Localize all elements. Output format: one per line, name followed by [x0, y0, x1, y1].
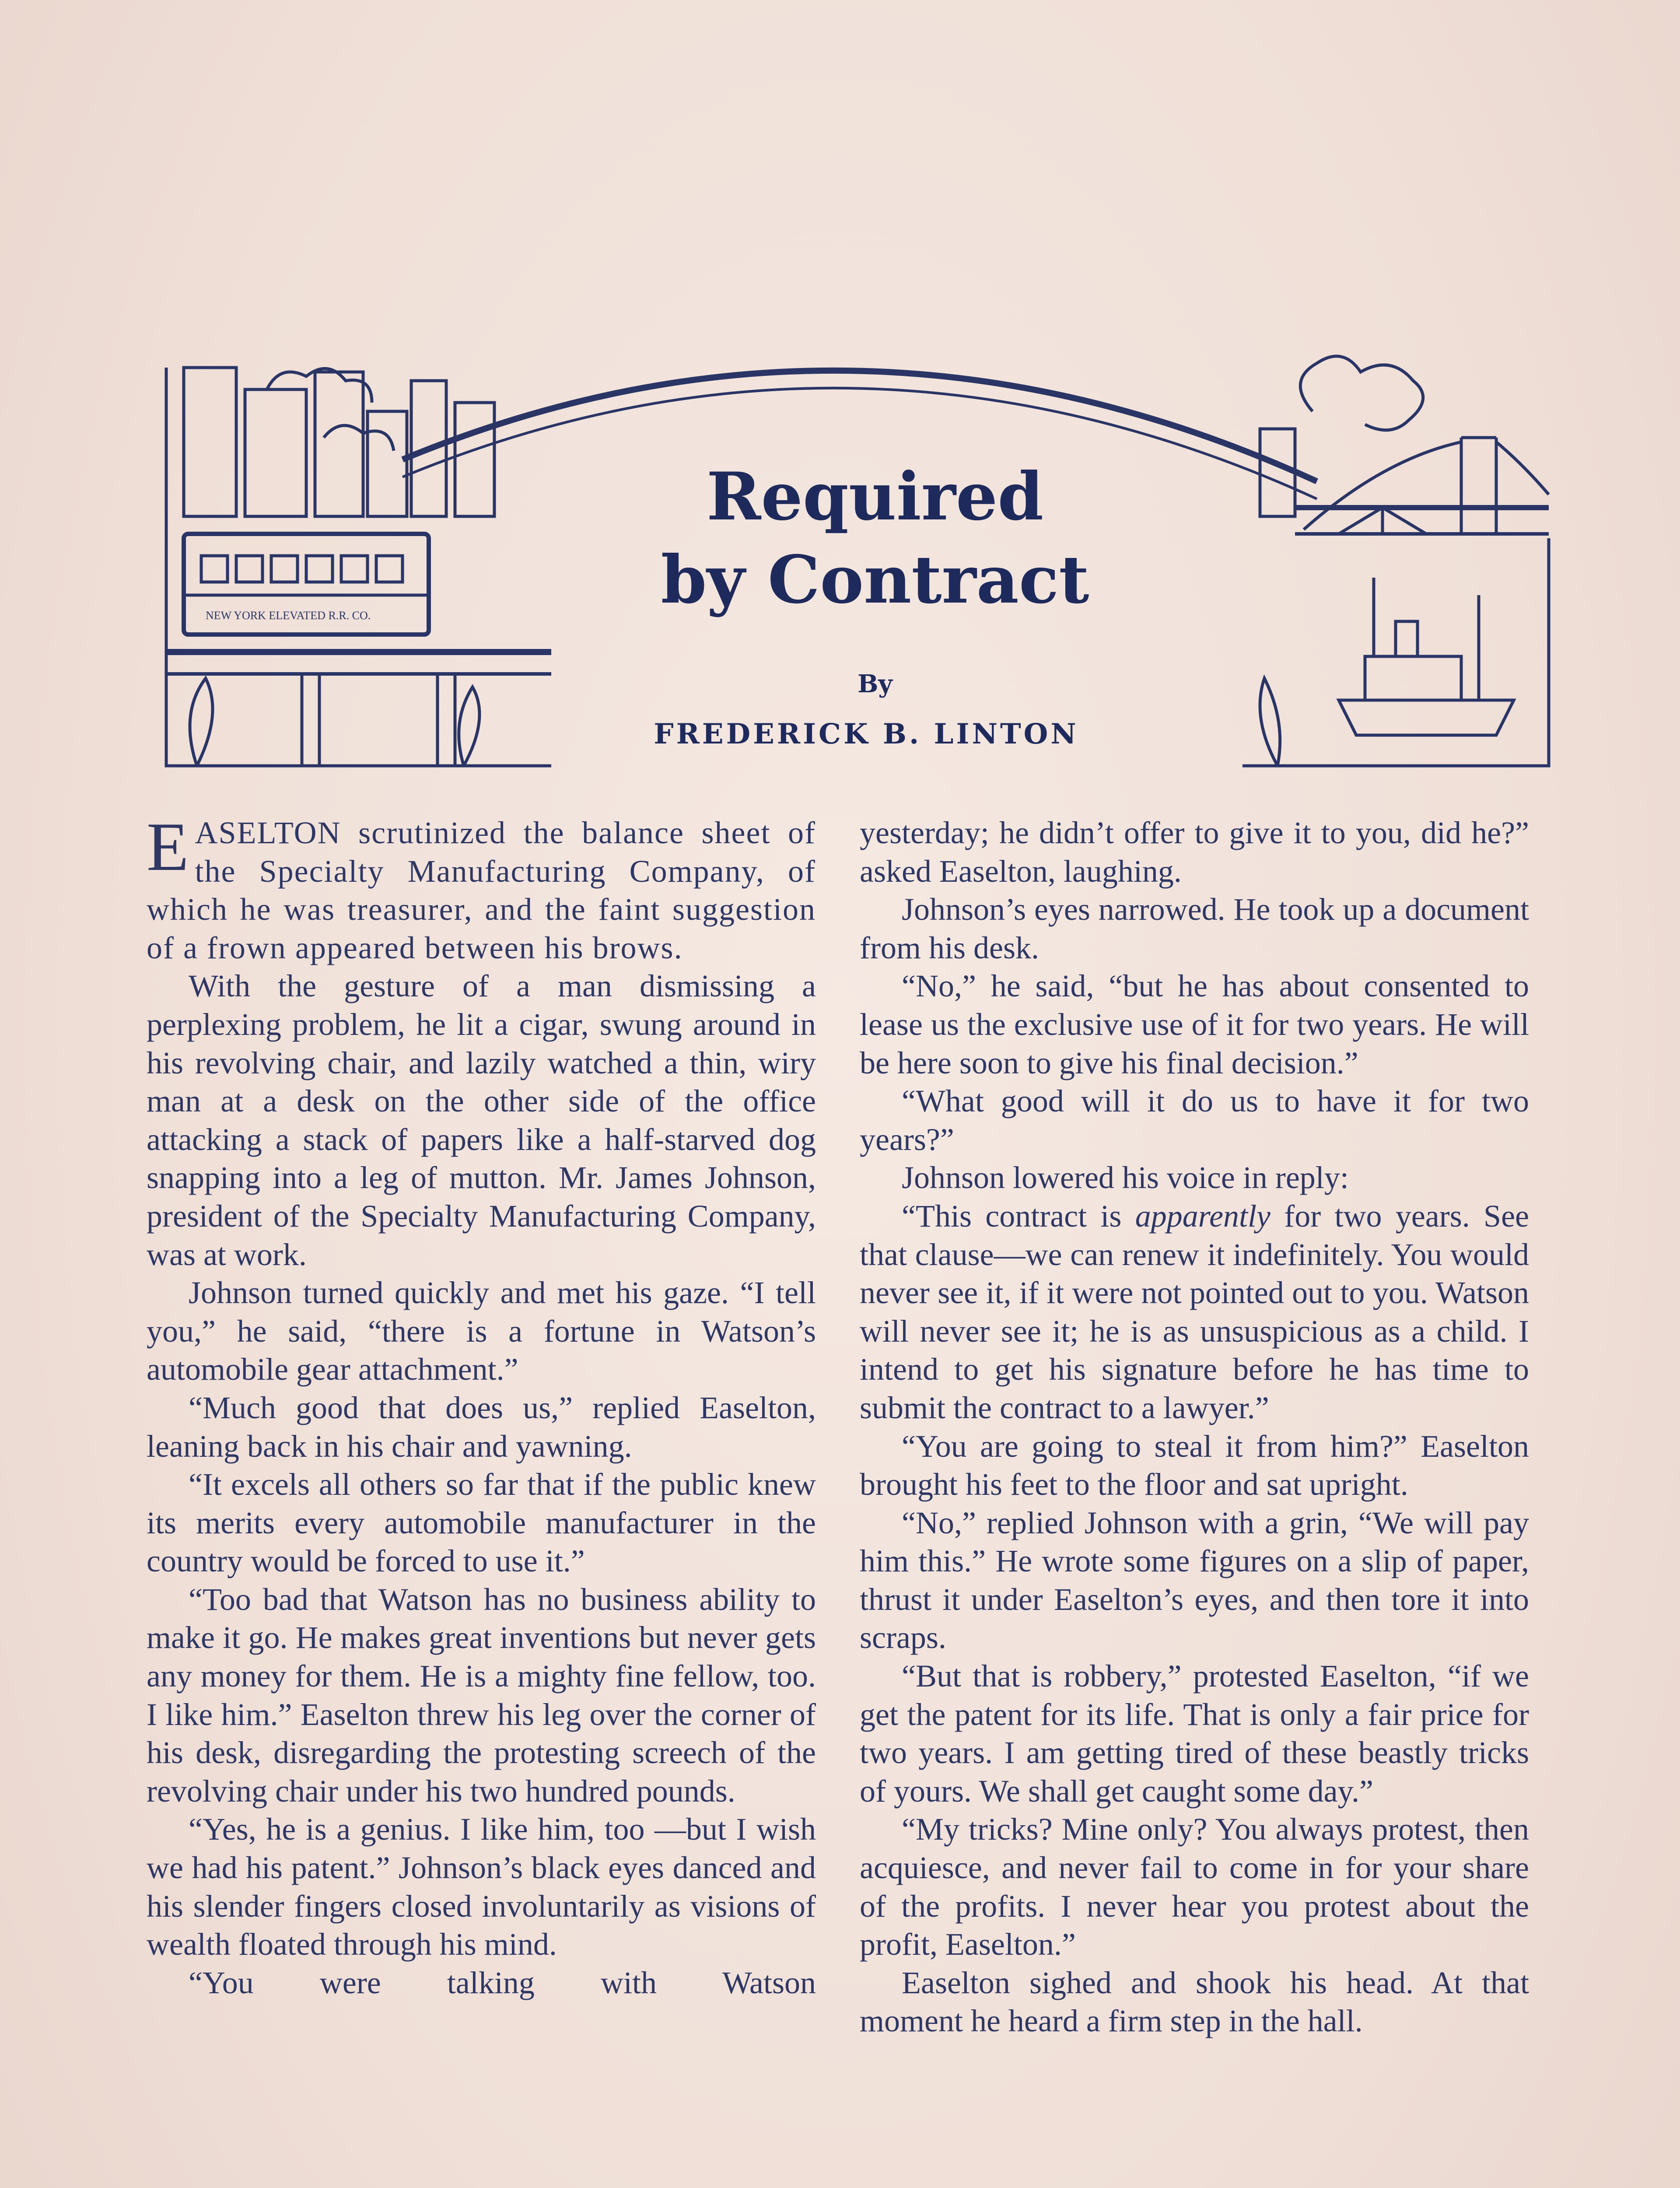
paragraph	[860, 1197, 1529, 1427]
paragraph: “You are going to steal it from him?” Easelton brought his feet to the floor and sat upright.	[860, 1428, 1529, 1502]
paragraph: “But that is robbery,” protested Easelton, “if we get the patent for its life. That is only a fair price for two years. I am getting tired of these beastly tricks of yours. We shall get caught some day.”	[860, 1659, 1529, 1809]
paragraph: “What good will it do us to have it for two years?”	[860, 1083, 1529, 1157]
paragraph: “You were talking with Watson	[189, 1965, 816, 2000]
paragraph	[147, 809, 816, 967]
byline-by: By	[858, 670, 892, 698]
paragraph: “No,” he said, “but he has about consented to lease us the exclusive use of it for two years. He will be here soon to give his final decision.”	[860, 968, 1529, 1080]
train-sign: NEW YORK ELEVATED R.R. CO.	[206, 609, 371, 622]
paragraph: Johnson turned quickly and met his gaze. “I tell you,” he said, “there is a fortune in Watson’s automobile gear attachment.”	[147, 1275, 816, 1387]
paragraph: Johnson’s eyes narrowed. He took up a document from his desk.	[860, 892, 1529, 965]
title-line-2: by Contract	[661, 541, 1089, 618]
title-line-1: Required	[706, 458, 1044, 535]
author-name: FREDERICK B. LINTON	[654, 718, 1079, 750]
paragraph: “Too bad that Watson has no business ability to make it go. He makes great inventions but never gets any money for them. He is a mighty fine fellow, too. I like him.” Easelton threw his leg over the corner of his desk, disregarding the protesting screech of the revolving chair under his two hundred pounds.	[147, 1581, 816, 1809]
paragraph: “It excels all others so far that if the public knew its merits every automobile manufacturer in the country would be forced to use it.”	[147, 1467, 816, 1579]
paragraph: Easelton sighed and shook his head. At that moment he heard a firm step in the hall.	[860, 1965, 1529, 2039]
paragraph: With the gesture of a man dismissing a perplexing problem, he lit a cigar, swung around in his revolving chair, and lazily watched a thin, wiry man at a desk on the other side of the office attacking a stack of papers like a half-starved dog snapping into a leg of mutton. Mr. James Johnson, president of the Specialty Manufacturing Company, was at work.	[147, 968, 816, 1272]
contract-text-before: “This contract is	[902, 1198, 1135, 1234]
paragraph-text: ASELTON scrutinized the balance sheet of the Specialty Manufacturing Company, of which he was treasurer, and the faint suggestion of a frown appeared between his brows.	[147, 815, 816, 965]
story-title	[569, 455, 1181, 621]
right-column	[860, 814, 1529, 2041]
paragraph: “My tricks? Mine only? You always protest, then acquiesce, and never fail to come in for your share of the profits. I never hear you protest about the profit, Easelton.”	[860, 1812, 1529, 1962]
left-column	[147, 809, 816, 2002]
contract-emphasis: apparently	[1135, 1198, 1270, 1234]
paragraph: “Yes, he is a genius. I like him, too —but I wish we had his patent.” Johnson’s black eyes danced and his slender fingers closed involuntarily as visions of wealth floated through his mind.	[147, 1812, 816, 1962]
contract-text-after: for two years. See that clause—we can renew it indefinitely. You would never see it, if it were not pointed out to you. Watson will never see it; he is as unsuspicious as a child. I intend to get his signature before he has time to submit the contract to a lawyer.”	[860, 1198, 1529, 1425]
paragraph: yesterday; he didn’t offer to give it to you, did he?” asked Easelton, laughing.	[860, 815, 1529, 889]
paragraph: Johnson lowered his voice in reply:	[902, 1160, 1349, 1196]
paragraph: “No,” replied Johnson with a grin, “We will pay him this.” He wrote some figures on a slip of paper, thrust it under Easelton’s eyes, and then tore it into scraps.	[860, 1505, 1529, 1655]
paragraph: “Much good that does us,” replied Easelton, leaning back in his chair and yawning.	[147, 1390, 816, 1464]
drop-cap: E	[147, 809, 189, 885]
